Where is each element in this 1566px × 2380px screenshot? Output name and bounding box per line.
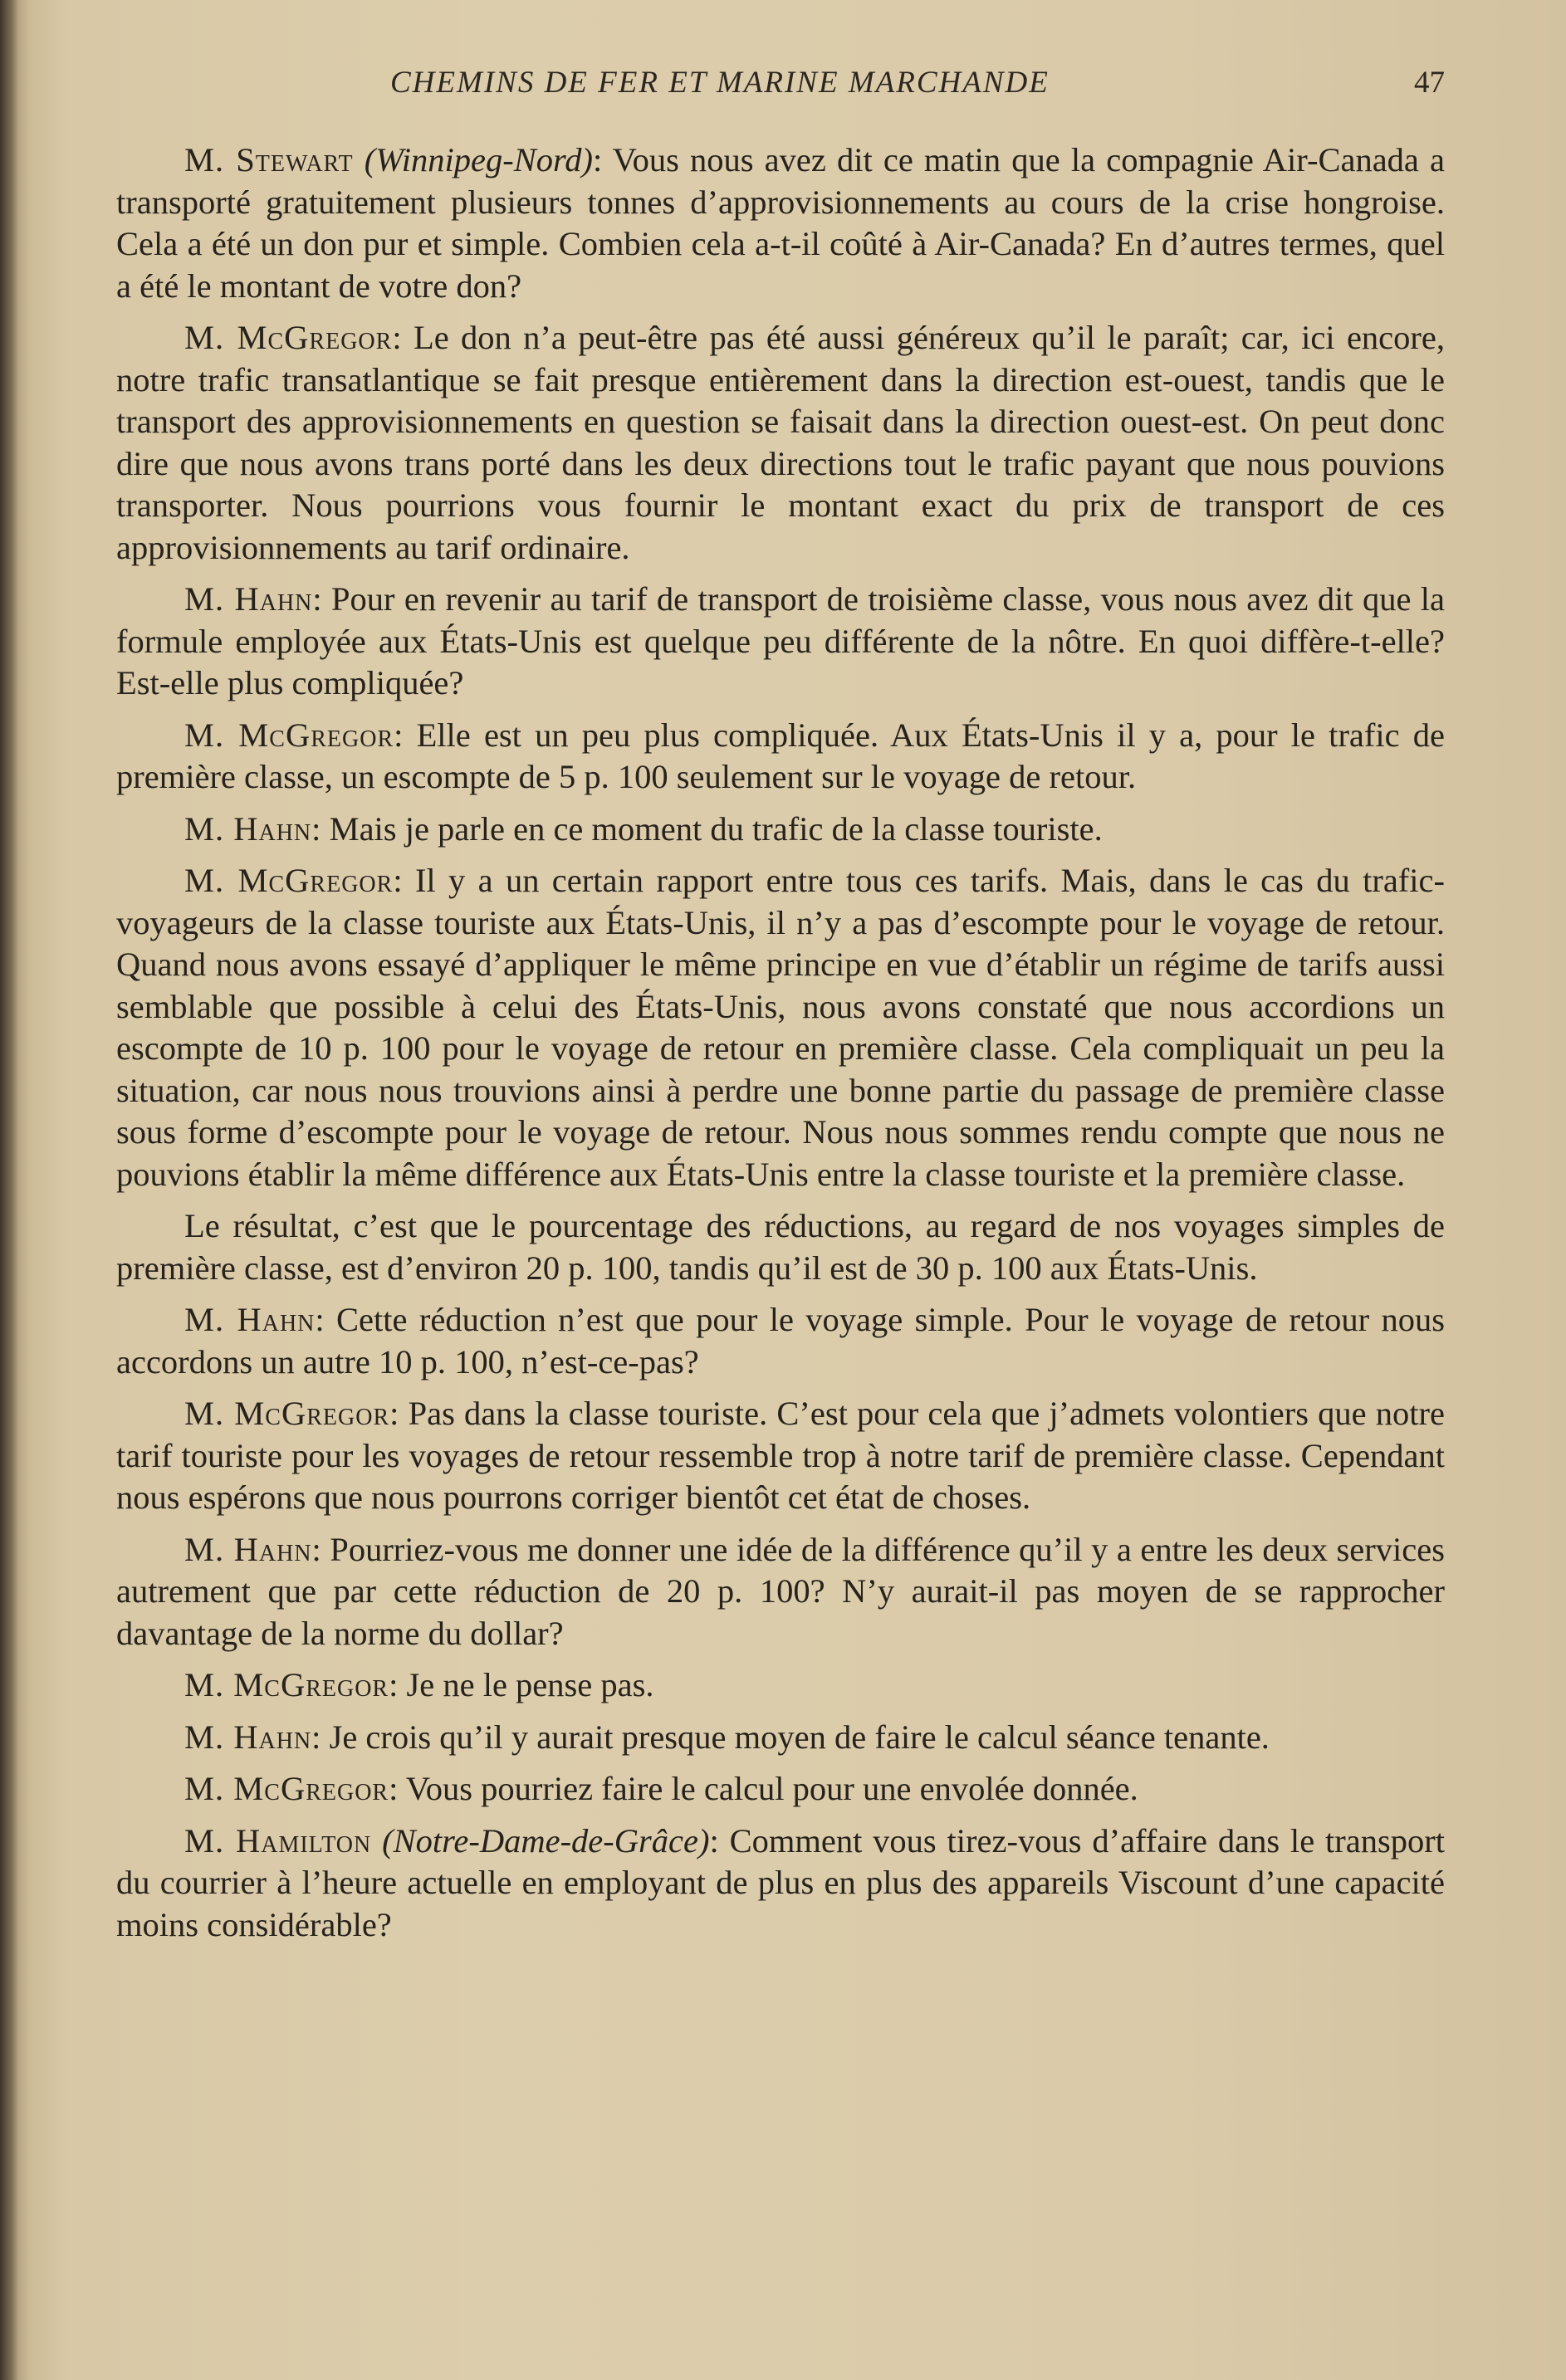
paragraph-text: Pourriez-vous me donner une idée de la différence qu’il y a entre les deux services autrement que par cette réduction de 20 p. 100? N’y aurait-il pas moyen de se rapprocher davantage de la norme du dollar?: [116, 1530, 1445, 1652]
page-number: 47: [1414, 66, 1445, 100]
paragraph-text: Vous nous avez dit ce matin que la compagnie Air-Canada a transporté gratuitement plusieurs tonnes d’approvisionnements au cours de la crise hongroise. Cela a été un don pur et simple. Combien cela a-t-il coûté à Air-Canada? En d’autres termes, quel a été le montant de votre don?: [116, 141, 1446, 305]
constituency: (Notre-Dame-de-Grâce): [382, 1821, 710, 1860]
speaker-name: M. Hahn: [184, 580, 313, 618]
speaker-name: M. Hahn: [184, 1301, 316, 1338]
speaker-name: M. Stewart: [184, 141, 354, 178]
speaker-name: M. Hahn: [184, 1718, 312, 1756]
paragraph-text: Je crois qu’il y aurait presque moyen de faire le calcul séance tenante.: [329, 1718, 1270, 1756]
separator: :: [709, 1821, 730, 1860]
paragraph: [116, 1664, 1445, 1707]
constituency: (Winnipeg-Nord): [364, 141, 593, 178]
separator: :: [312, 580, 332, 618]
paragraph: [116, 139, 1445, 307]
speaker-name: M. McGregor: [184, 1770, 389, 1807]
speaker-name: M. McGregor: [184, 1666, 389, 1703]
speaker-name: M. McGregor: [184, 319, 393, 356]
separator: :: [389, 1770, 406, 1807]
paragraph-text: Vous pourriez faire le calcul pour une envolée donnée.: [405, 1770, 1138, 1807]
paragraph-text: Pas dans la classe touriste. C’est pour cela que j’admets volontiers que notre tarif touriste pour les voyages de retour ressemble trop à notre tarif de première classe. Cependant nous espérons que nous pourrons corriger bientôt cet état de choses.: [116, 1395, 1446, 1516]
paragraph: [116, 715, 1445, 799]
separator: :: [392, 319, 414, 356]
paragraph-text: Mais je parle en ce moment du trafic de la classe touriste.: [329, 809, 1103, 848]
separator: :: [311, 809, 330, 848]
transcript-body: [116, 139, 1445, 1956]
paragraph: [116, 1820, 1445, 1947]
paragraph-text: Comment vous tirez-vous d’affaire dans le transport du courrier à l’heure actuelle en employant de plus en plus des appareils Viscount d’une capacité moins considérable?: [116, 1821, 1445, 1943]
paragraph: [116, 1299, 1445, 1383]
speaker-name: M. Hamilton: [184, 1821, 372, 1860]
separator: :: [394, 716, 417, 754]
binding-edge: [0, 0, 18, 2380]
separator: :: [311, 1530, 330, 1568]
paragraph: [116, 1717, 1445, 1759]
paragraph-text: Le résultat, c’est que le pourcentage des réductions, au regard de nos voyages simples de première classe, est d’environ 20 p. 100, tandis qu’il est de 30 p. 100 aux États-Unis.: [116, 1207, 1445, 1287]
paragraph-text: Le don n’a peut-être pas été aussi généreux qu’il le paraît; car, ici encore, notre trafic transatlantique se fait presque entièrement dans la direction est-ouest, tandis que le transport des approvisionnements en question se faisait dans la direction ouest-est. On peut donc dire que nous avons trans porté dans les deux directions tout le trafic payant que nous pouvions transporter. Nous pourrions vous fournir le montant exact du prix de transport de ces approvisionnements au tarif ordinaire.: [116, 319, 1445, 566]
running-head: [116, 65, 1445, 115]
separator: :: [393, 862, 415, 899]
separator: :: [389, 1395, 409, 1432]
paragraph: [116, 317, 1445, 569]
paragraph-text: Cette réduction n’est que pour le voyage simple. Pour le voyage de retour nous accordons un autre 10 p. 100, n’est-ce-pas?: [116, 1301, 1446, 1381]
paragraph-text: Pour en revenir au tarif de transport de troisième classe, vous nous avez dit que la formule employée aux États-Unis est quelque peu différente de la nôtre. En quoi diffère-t-elle? Est-elle plus compliquée?: [116, 580, 1445, 701]
paragraph: [116, 1768, 1445, 1811]
separator: :: [315, 1301, 337, 1338]
speaker-name: M. McGregor: [184, 862, 394, 899]
separator: :: [389, 1666, 407, 1703]
paragraph: [116, 860, 1445, 1195]
speaker-name: M. Hahn: [184, 809, 312, 848]
paragraph-text: Elle est un peu plus compliquée. Aux États-Unis il y a, pour le trafic de première classe, un escompte de 5 p. 100 seulement sur le voyage de retour.: [116, 716, 1446, 795]
separator: :: [592, 141, 613, 178]
paragraph: [116, 1393, 1445, 1519]
paragraph: [116, 1205, 1445, 1289]
speaker-name: M. McGregor: [184, 716, 394, 754]
paragraph-text: Je ne le pense pas.: [406, 1666, 654, 1703]
speaker-name: M. McGregor: [184, 1395, 390, 1432]
paragraph: [116, 809, 1445, 851]
paragraph: [116, 1529, 1445, 1655]
separator: :: [311, 1718, 330, 1756]
paragraph: [116, 579, 1445, 705]
speaker-name: M. Hahn: [184, 1530, 312, 1568]
running-title: CHEMINS DE FER ET MARINE MARCHANDE: [390, 66, 1050, 100]
paragraph-text: Il y a un certain rapport entre tous ces tarifs. Mais, dans le cas du trafic-voyageurs de la classe touriste aux États-Unis, il n’y a pas d’escompte pour le voyage de retour. Quand nous avons essayé d’appliquer le même principe en vue d’établir un régime de tarifs aussi semblable que possible à celui des États-Unis, nous avons constaté que nous accordions un escompte de 10 p. 100 pour le voyage de retour en première classe. Cela compliquait un peu la situation, car nous nous trouvions ainsi à perdre une bonne partie du passage de première classe sous forme d’escompte pour le voyage de retour. Nous nous sommes rendu compte que nous ne pouvions établir la même différence aux États-Unis entre la classe touriste et la première classe.: [116, 862, 1446, 1193]
